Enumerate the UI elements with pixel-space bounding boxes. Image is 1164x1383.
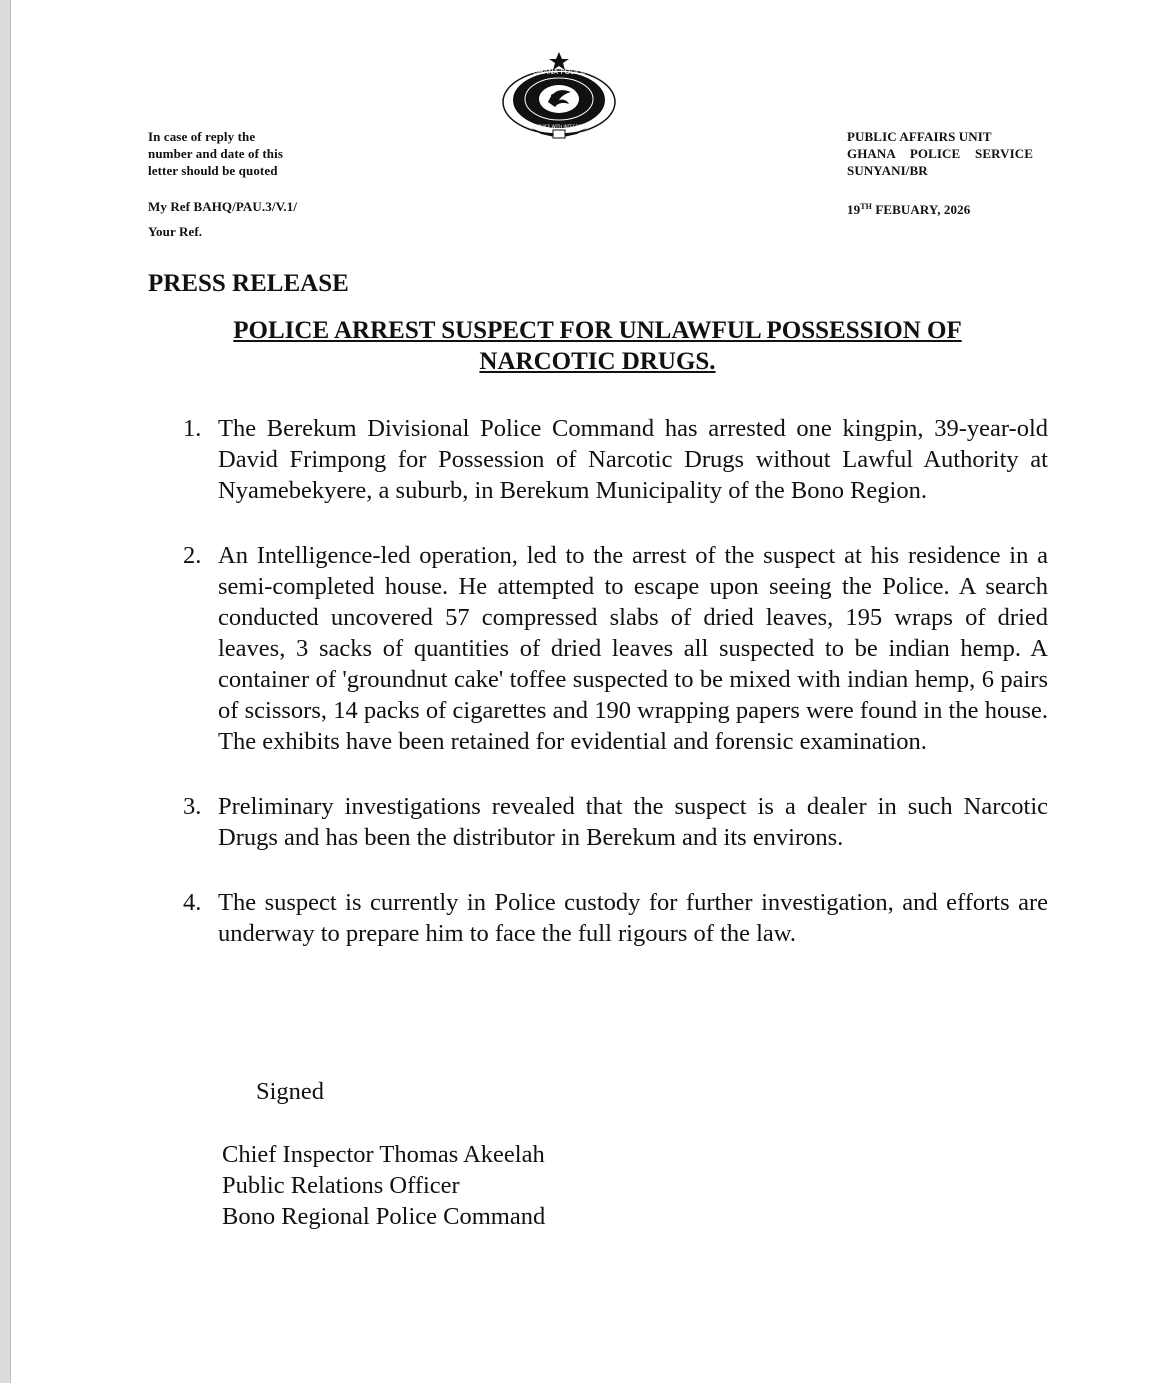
unit-address xyxy=(847,128,1033,179)
signed-label: Signed xyxy=(256,1078,325,1105)
paragraph-number: 3. xyxy=(183,793,202,820)
paragraph-3 xyxy=(178,791,1048,853)
unit-line: SUNYANI/BR xyxy=(847,163,928,178)
signatory-block xyxy=(222,1139,545,1232)
paragraph-2 xyxy=(178,540,1048,757)
crest-motto: GHANA POLICE xyxy=(532,68,586,76)
date-rest: FEBUARY, 2026 xyxy=(871,202,971,217)
paragraph-number: 2. xyxy=(183,542,202,569)
paragraph-text: An Intelligence-led operation, led to the arrest of the suspect at his residence in a semi-completed house. He attempted to escape upon seeing the Police. A search conducted uncovered 57 compressed slabs of dried leaves, 195 wraps of dried leaves, 3 sacks of quantities of dried leaves all suspected to be indian hemp. A container of 'groundnut cake' toffee suspected to be mixed with indian hemp, 6 pairs of scissors, 14 packs of cigarettes and 190 wrapping papers were found in the house. The exhibits have been retained for evidential and forensic examination. xyxy=(218,542,1048,755)
signatory-name: Chief Inspector Thomas Akeelah xyxy=(222,1141,545,1168)
letter-date xyxy=(847,198,970,218)
paragraph-text: Preliminary investigations revealed that the suspect is a dealer in such Narcotic Drugs and has been the distributor in Berekum and its environs. xyxy=(218,793,1048,851)
date-day: 19 xyxy=(847,202,861,217)
paragraph-4 xyxy=(178,887,1048,949)
crest-motto-bottom: SERVICE WITH INTEGRITY xyxy=(533,124,585,129)
your-reference: Your Ref. xyxy=(148,224,203,239)
unit-line: GHANA POLICE SERVICE xyxy=(847,146,1034,161)
paragraph-number: 4. xyxy=(183,889,202,916)
date-suffix: TH xyxy=(860,202,872,211)
reply-note-line: number and date of this xyxy=(148,146,283,161)
unit-line: PUBLIC AFFAIRS UNIT xyxy=(847,129,992,144)
page-edge xyxy=(0,0,10,1383)
signatory-title: Public Relations Officer xyxy=(222,1172,460,1199)
document-label: PRESS RELEASE xyxy=(148,270,349,297)
paragraph-text: The suspect is currently in Police custody for further investigation, and efforts are underway to prepare him to face the full rigours of the law. xyxy=(218,889,1048,947)
paragraph-number: 1. xyxy=(183,415,202,442)
reply-note-line: In case of reply the xyxy=(148,129,256,144)
ghana-police-crest-icon xyxy=(501,50,617,142)
page-edge-line xyxy=(10,0,11,1383)
reply-note xyxy=(148,128,283,179)
signatory-command: Bono Regional Police Command xyxy=(222,1203,546,1230)
paragraph-1 xyxy=(178,413,1048,506)
my-reference: My Ref BAHQ/PAU.3/V.1/ xyxy=(148,199,298,214)
paragraph-list xyxy=(178,413,1048,983)
headline: POLICE ARREST SUSPECT FOR UNLAWFUL POSSESSION OF NARCOTIC DRUGS. xyxy=(233,317,962,375)
reply-note-line: letter should be quoted xyxy=(148,163,278,178)
paragraph-text: The Berekum Divisional Police Command has arrested one kingpin, 39-year-old David Frimpong for Possession of Narcotic Drugs without Lawful Authority at Nyamebekyere, a suburb, in Berekum Municipality of the Bono Region. xyxy=(218,415,1048,504)
